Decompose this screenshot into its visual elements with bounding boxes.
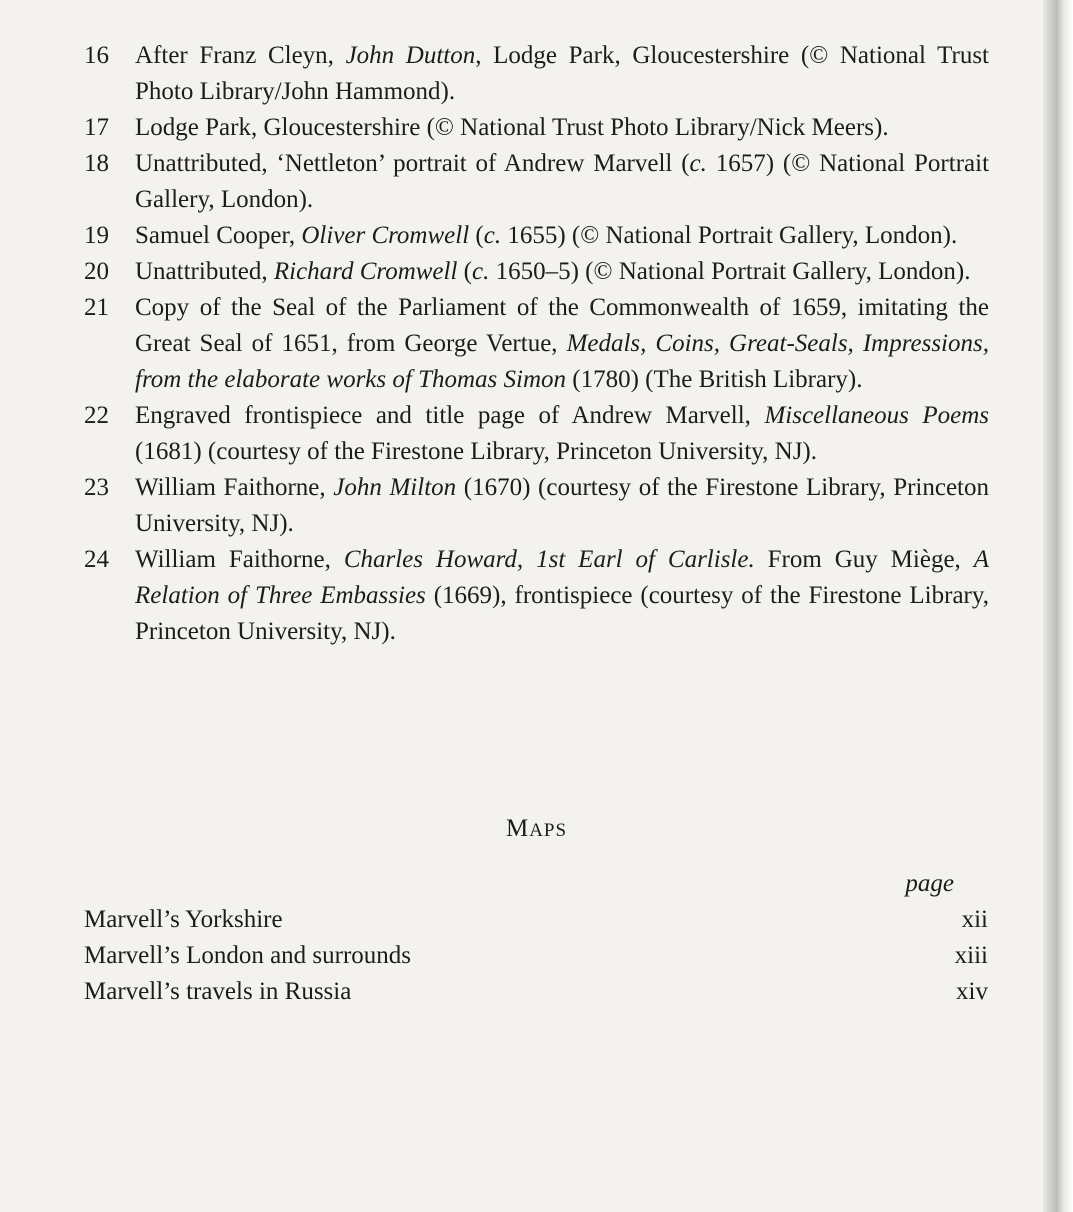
illustration-entry: [84, 38, 989, 110]
maps-list: [84, 902, 988, 1010]
map-entry: [84, 902, 988, 938]
illustration-caption: William Faithorne, Charles Howard, 1st Earl of Carlisle. From Guy Miège, A Relation of Three Embassies (1669), frontispiece (courtesy of the Firestone Library, Princeton University, NJ).: [135, 546, 989, 645]
illustration-number: 23: [84, 474, 109, 501]
illustration-entry: [84, 146, 989, 218]
page-edge-shadow: [1043, 0, 1073, 1212]
illustration-number: 21: [84, 294, 109, 321]
map-page: xiii: [954, 942, 988, 969]
map-title: Marvell’s Yorkshire: [84, 906, 283, 933]
map-page: xii: [961, 906, 988, 933]
illustration-caption: Engraved frontispiece and title page of Andrew Marvell, Miscellaneous Poems (1681) (courtesy of the Firestone Library, Princeton University, NJ).: [135, 402, 990, 465]
illustration-entry: [84, 254, 989, 290]
illustration-number: 18: [84, 150, 109, 177]
illustration-caption: Unattributed, Richard Cromwell (c. 1650–5) (© National Portrait Gallery, London).: [135, 258, 971, 285]
map-title: Marvell’s London and surrounds: [84, 942, 412, 969]
page-column-header: page: [905, 870, 954, 897]
illustration-number: 16: [84, 42, 109, 69]
map-page: xiv: [956, 978, 988, 1005]
illustration-entry: [84, 398, 989, 470]
illustration-number: 19: [84, 222, 109, 249]
maps-heading-rest: APS: [529, 820, 568, 841]
illustrations-list: [84, 38, 989, 650]
illustration-caption: William Faithorne, John Milton (1670) (courtesy of the Firestone Library, Princeton University, NJ).: [135, 474, 990, 537]
illustration-number: 17: [84, 114, 109, 141]
illustration-number: 20: [84, 258, 109, 285]
illustration-caption: Unattributed, ‘Nettleton’ portrait of Andrew Marvell (c. 1657) (© National Portrait Gallery, London).: [135, 150, 990, 213]
map-entry: [84, 974, 988, 1010]
illustration-caption: Samuel Cooper, Oliver Cromwell (c. 1655) (© National Portrait Gallery, London).: [135, 222, 958, 249]
maps-heading: [0, 815, 1073, 843]
illustration-entry: [84, 470, 989, 542]
illustration-caption: After Franz Cleyn, John Dutton, Lodge Park, Gloucestershire (© National Trust Photo Library/John Hammond).: [135, 42, 990, 105]
illustration-entry: [84, 542, 989, 650]
illustration-number: 24: [84, 546, 109, 573]
illustration-caption: Copy of the Seal of the Parliament of the Commonwealth of 1659, imitating the Great Seal of 1651, from George Vertue, Medals, Coins, Great-Seals, Impressions, from the elaborate works of Thomas Simon (1780) (The British Library).: [135, 294, 989, 393]
illustration-entry: [84, 110, 989, 146]
illustration-entry: [84, 290, 989, 398]
map-entry: [84, 938, 988, 974]
illustration-entry: [84, 218, 989, 254]
illustration-number: 22: [84, 402, 109, 429]
maps-heading-initial: M: [505, 815, 530, 842]
illustration-caption: Lodge Park, Gloucestershire (© National Trust Photo Library/Nick Meers).: [135, 114, 889, 141]
map-title: Marvell’s travels in Russia: [84, 978, 352, 1005]
